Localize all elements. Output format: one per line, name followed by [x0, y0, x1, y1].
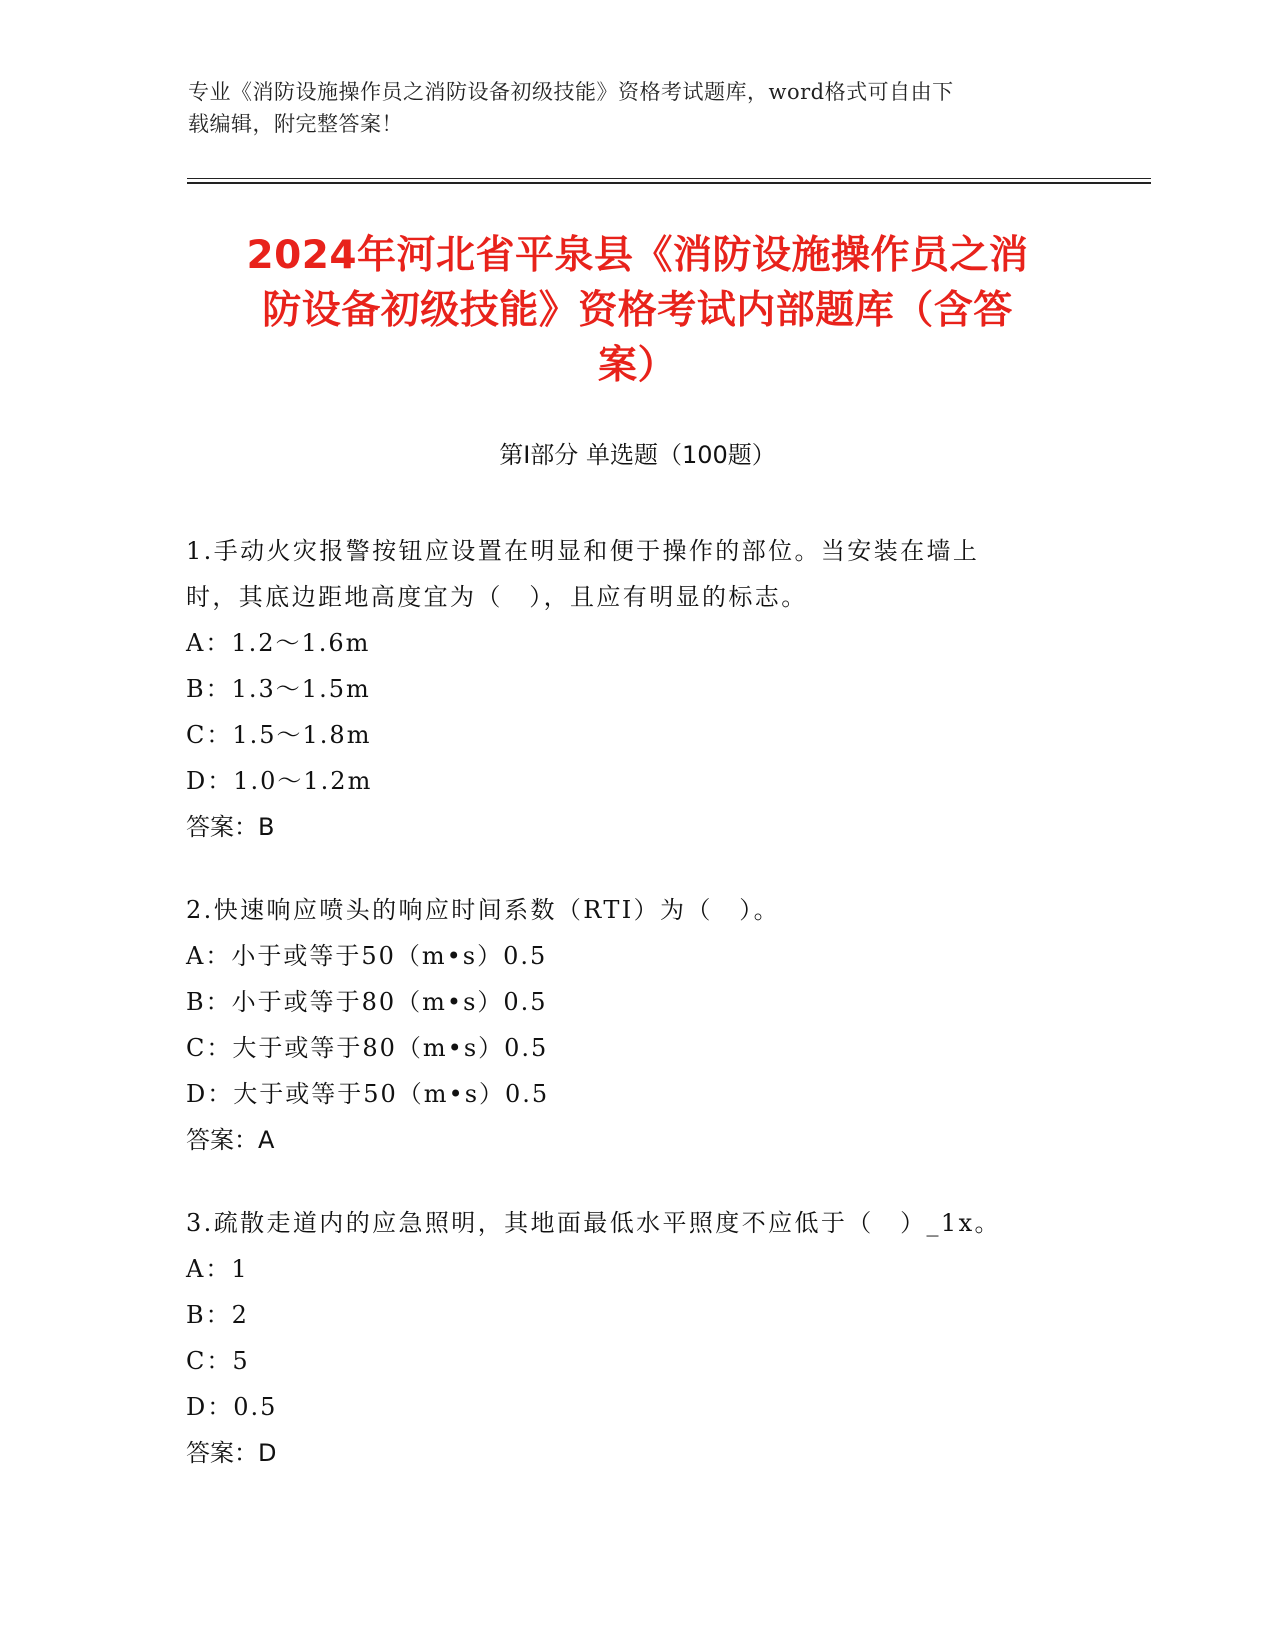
answer-line: 答案：D	[186, 1439, 277, 1467]
question-stem	[186, 1200, 1086, 1246]
question-stem	[186, 887, 1086, 933]
option-a: A：1	[186, 1255, 249, 1283]
option-b: B：1.3～1.5m	[186, 675, 371, 703]
header-note-line-2: 载编辑，附完整答案！	[188, 112, 403, 136]
question-stem-line: 3.疏散走道内的应急照明，其地面最低水平照度不应低于（ ）_1x。	[186, 1209, 1001, 1237]
option-b: B：小于或等于80（m•s）0.5	[186, 988, 548, 1016]
option-d: D：0.5	[186, 1393, 278, 1421]
option-a: A：小于或等于50（m•s）0.5	[186, 942, 548, 970]
question-list	[186, 528, 1086, 1513]
question-stem-line: 1.手动火灾报警按钮应设置在明显和便于操作的部位。当安装在墙上	[186, 537, 980, 565]
question-3	[186, 1200, 1086, 1476]
question-1	[186, 528, 1086, 850]
option-b: B：2	[186, 1301, 249, 1329]
option-c: C：大于或等于80（m•s）0.5	[186, 1034, 549, 1062]
answer-line: 答案：A	[186, 1126, 275, 1154]
option-d: D：1.0～1.2m	[186, 767, 373, 795]
question-stem-line: 2.快速响应喷头的响应时间系数（RTI）为（ ）。	[186, 896, 781, 924]
header-divider-thick	[187, 182, 1151, 184]
document-title-line-2: 防设备初级技能》资格考试内部题库（含答	[262, 288, 1013, 333]
document-title-line-3: 案）	[597, 343, 677, 388]
header-note	[188, 76, 1088, 140]
question-stem	[186, 528, 1086, 620]
section-heading: 第Ⅰ部分 单选题（100题）	[499, 441, 776, 469]
option-c: C：1.5～1.8m	[186, 721, 372, 749]
answer-line: 答案：B	[186, 813, 275, 841]
question-stem-line: 时，其底边距地高度宜为（ ），且应有明显的标志。	[186, 583, 808, 611]
header-divider-thin	[187, 178, 1151, 179]
document-title-line-1: 2024年河北省平泉县《消防设施操作员之消	[246, 233, 1029, 278]
question-2	[186, 887, 1086, 1163]
header-note-line-1: 专业《消防设施操作员之消防设备初级技能》资格考试题库，word格式可自由下	[188, 80, 954, 104]
option-d: D：大于或等于50（m•s）0.5	[186, 1080, 550, 1108]
option-a: A：1.2～1.6m	[186, 629, 371, 657]
document-title	[150, 228, 1125, 393]
option-c: C：5	[186, 1347, 250, 1375]
